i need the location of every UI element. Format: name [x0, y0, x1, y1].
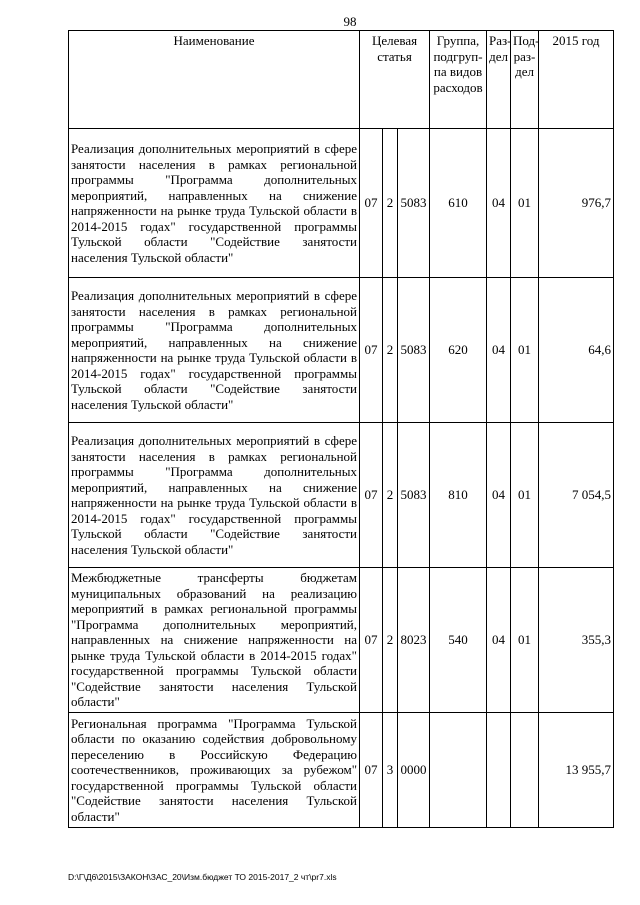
- table-row: [69, 423, 614, 568]
- row-expense-group: 620: [430, 278, 487, 423]
- table-row: [69, 278, 614, 423]
- row-code-program: 07: [360, 713, 383, 828]
- header-subsection: Под-раз-дел: [511, 31, 539, 129]
- row-expense-group: 540: [430, 568, 487, 713]
- row-code-direction: 8023: [398, 568, 430, 713]
- row-section: 04: [487, 423, 511, 568]
- table-row: [69, 713, 614, 828]
- row-section: 04: [487, 568, 511, 713]
- row-name: Региональная программа "Программа Тульской области по оказанию содействия добровольному переселению в Российскую Федерацию соотечественников, проживающих за рубежом" государственной программы Тульской области "Содействие занятости населения Тульской области": [69, 713, 360, 828]
- row-code-direction: 0000: [398, 713, 430, 828]
- row-section: 04: [487, 129, 511, 278]
- table-row: [69, 568, 614, 713]
- header-target-article: Целевая статья: [360, 31, 430, 129]
- row-name: Межбюджетные трансферты бюджетам муниципальных образований на реализацию мероприятий в рамках региональной программы "Программа дополнительных мероприятий, направленных на снижение напряженности на рынке труда Тульской области в 2014-2015 годах" государственной программы Тульской области "Содействие занятости населения Тульской области": [69, 568, 360, 713]
- row-amount: 976,7: [539, 129, 614, 278]
- row-code-subprogram: 2: [383, 568, 398, 713]
- row-subsection: 01: [511, 568, 539, 713]
- row-expense-group: 610: [430, 129, 487, 278]
- row-name: Реализация дополнительных мероприятий в сфере занятости населения в рамках региональной программы "Программа дополнительных мероприятий, направленных на снижение напряженности на рынке труда Тульской области в 2014-2015 годах" государственной программы Тульской области "Содействие занятости населения Тульской области": [69, 129, 360, 278]
- row-code-program: 07: [360, 423, 383, 568]
- row-section: [487, 713, 511, 828]
- row-expense-group: [430, 713, 487, 828]
- row-code-subprogram: 2: [383, 278, 398, 423]
- row-name: Реализация дополнительных мероприятий в сфере занятости населения в рамках региональной программы "Программа дополнительных мероприятий, направленных на снижение напряженности на рынке труда Тульской области в 2014-2015 годах" государственной программы Тульской области "Содействие занятости населения Тульской области": [69, 423, 360, 568]
- row-subsection: [511, 713, 539, 828]
- header-section: Раз-дел: [487, 31, 511, 129]
- header-name: Наименование: [69, 31, 360, 129]
- row-code-subprogram: 2: [383, 129, 398, 278]
- table-header-row: [69, 31, 614, 129]
- row-name: Реализация дополнительных мероприятий в сфере занятости населения в рамках региональной программы "Программа дополнительных мероприятий, направленных на снижение напряженности на рынке труда Тульской области в 2014-2015 годах" государственной программы Тульской области "Содействие занятости населения Тульской области": [69, 278, 360, 423]
- file-path-footer: D:\Г\Д6\2015\ЗАКОН\ЗАС_20\Изм.бюджет ТО 2015-2017_2 чт\pr7.xls: [68, 872, 337, 882]
- row-amount: 64,6: [539, 278, 614, 423]
- row-code-subprogram: 3: [383, 713, 398, 828]
- row-code-direction: 5083: [398, 278, 430, 423]
- row-subsection: 01: [511, 278, 539, 423]
- table-row: [69, 129, 614, 278]
- row-code-direction: 5083: [398, 423, 430, 568]
- row-subsection: 01: [511, 423, 539, 568]
- row-subsection: 01: [511, 129, 539, 278]
- header-expense-group: Группа, подгруп-па видов расходов: [430, 31, 487, 129]
- page-number: 98: [343, 14, 357, 29]
- row-amount: 355,3: [539, 568, 614, 713]
- row-expense-group: 810: [430, 423, 487, 568]
- row-amount: 13 955,7: [539, 713, 614, 828]
- row-section: 04: [487, 278, 511, 423]
- row-code-subprogram: 2: [383, 423, 398, 568]
- row-code-program: 07: [360, 568, 383, 713]
- row-code-program: 07: [360, 129, 383, 278]
- budget-table: [68, 30, 614, 828]
- row-code-program: 07: [360, 278, 383, 423]
- header-year: 2015 год: [539, 31, 614, 129]
- row-amount: 7 054,5: [539, 423, 614, 568]
- row-code-direction: 5083: [398, 129, 430, 278]
